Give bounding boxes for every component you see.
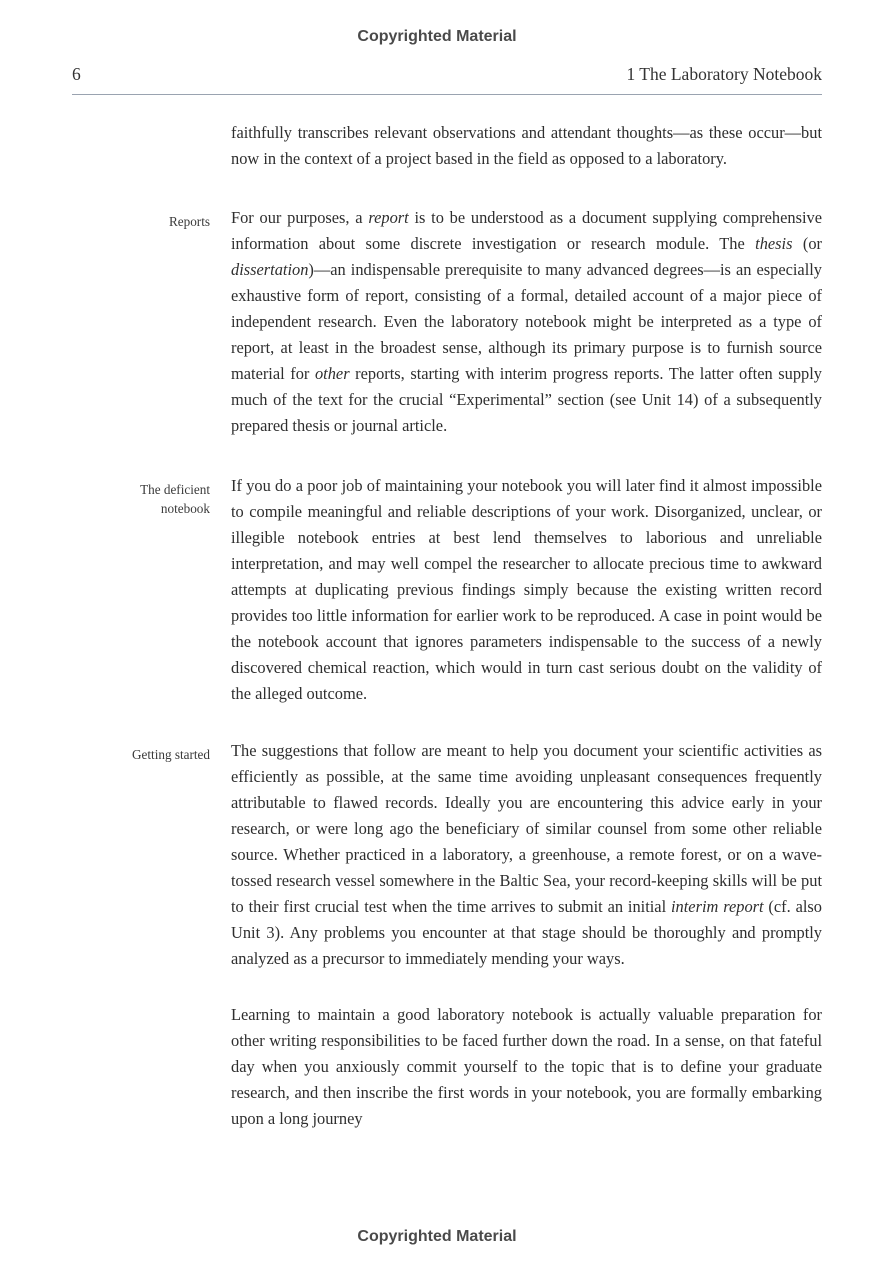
chapter-title: 1 The Laboratory Notebook (626, 64, 822, 84)
margin-note-label: Getting started (131, 747, 210, 762)
copyright-notice-top: Copyrighted Material (357, 28, 517, 45)
running-head (72, 64, 822, 88)
paragraph-getting-started (231, 738, 822, 972)
paragraph-text: Learning to maintain a good laboratory notebook is actually valuable preparation for other writing responsibilities to be faced further down the road. In a sense, on that fateful day when you anxiously commit yourself to the topic that is to define your graduate research, and then inscribe the first words in your notebook, you are formally embarking upon a long journey (231, 1005, 822, 1128)
margin-note-getting-started (60, 745, 210, 764)
paragraph-text: The suggestions that follow are meant to help you document your scientific activities as efficiently as possible, at the same time avoiding unpleasant consequences frequently attributable to flawed records. Ideally you are encountering this advice early in your research, or were long ago the beneficiary of similar counsel from some other reliable source. Whether practiced in a laboratory, a greenhouse, a remote forest, or on a wave-tossed research vessel somewhere in the Baltic Sea, your record-keeping skills will be put to their first crucial test when the time arrives to submit an initial interim report (cf. also Unit 3). Any problems you encounter at that stage should be thoroughly and promptly analyzed as a precursor to immediately mending your ways. (231, 741, 822, 968)
paragraph-learning (231, 1002, 822, 1132)
copyright-notice-bottom: Copyrighted Material (357, 1228, 517, 1245)
page-number: 6 (72, 64, 81, 84)
header-rule (72, 94, 822, 95)
paragraph-text: If you do a poor job of maintaining your notebook you will later find it almost impossible to compile meaningful and reliable descriptions of your work. Disorganized, unclear, or illegible notebook entries at best lend themselves to laborious and unreliable interpretation, and may well compel the researcher to allocate precious time to awkward attempts at duplicating previous findings simply because the existing written record provides too little information for earlier work to be reproduced. A case in point would be the notebook account that ignores parameters indispensable to the success of a newly discovered chemical reaction, which would in turn cast serious doubt on the validity of the alleged outcome. (231, 476, 822, 703)
paragraph-deficient-notebook (231, 473, 822, 707)
margin-note-reports (60, 212, 210, 231)
paragraph-continuation (231, 120, 822, 172)
paragraph-text: For our purposes, a report is to be understood as a document supplying comprehensive information about some discrete investigation or research module. The thesis (or dissertation)—an indispensable prerequisite to many advanced degrees—is an especially exhaustive form of report, consisting of a formal, detailed account of a major piece of independent research. Even the laboratory notebook might be interpreted as a type of report, at least in the broadest sense, although its primary purpose is to furnish source material for other reports, starting with interim progress reports. The latter often supply much of the text for the crucial “Experimental” section (see Unit 14) of a subsequently prepared thesis or journal article. (231, 208, 823, 435)
margin-note-label: Reports (168, 214, 210, 229)
paragraph-reports (231, 205, 822, 439)
margin-note-label: notebook (160, 501, 210, 516)
paragraph-text: faithfully transcribes relevant observations and attendant thoughts—as these occur—but now in the context of a project based in the field as opposed to a laboratory. (231, 123, 822, 168)
margin-note-deficient-notebook (60, 480, 210, 518)
margin-note-label: The deficient (140, 482, 210, 497)
